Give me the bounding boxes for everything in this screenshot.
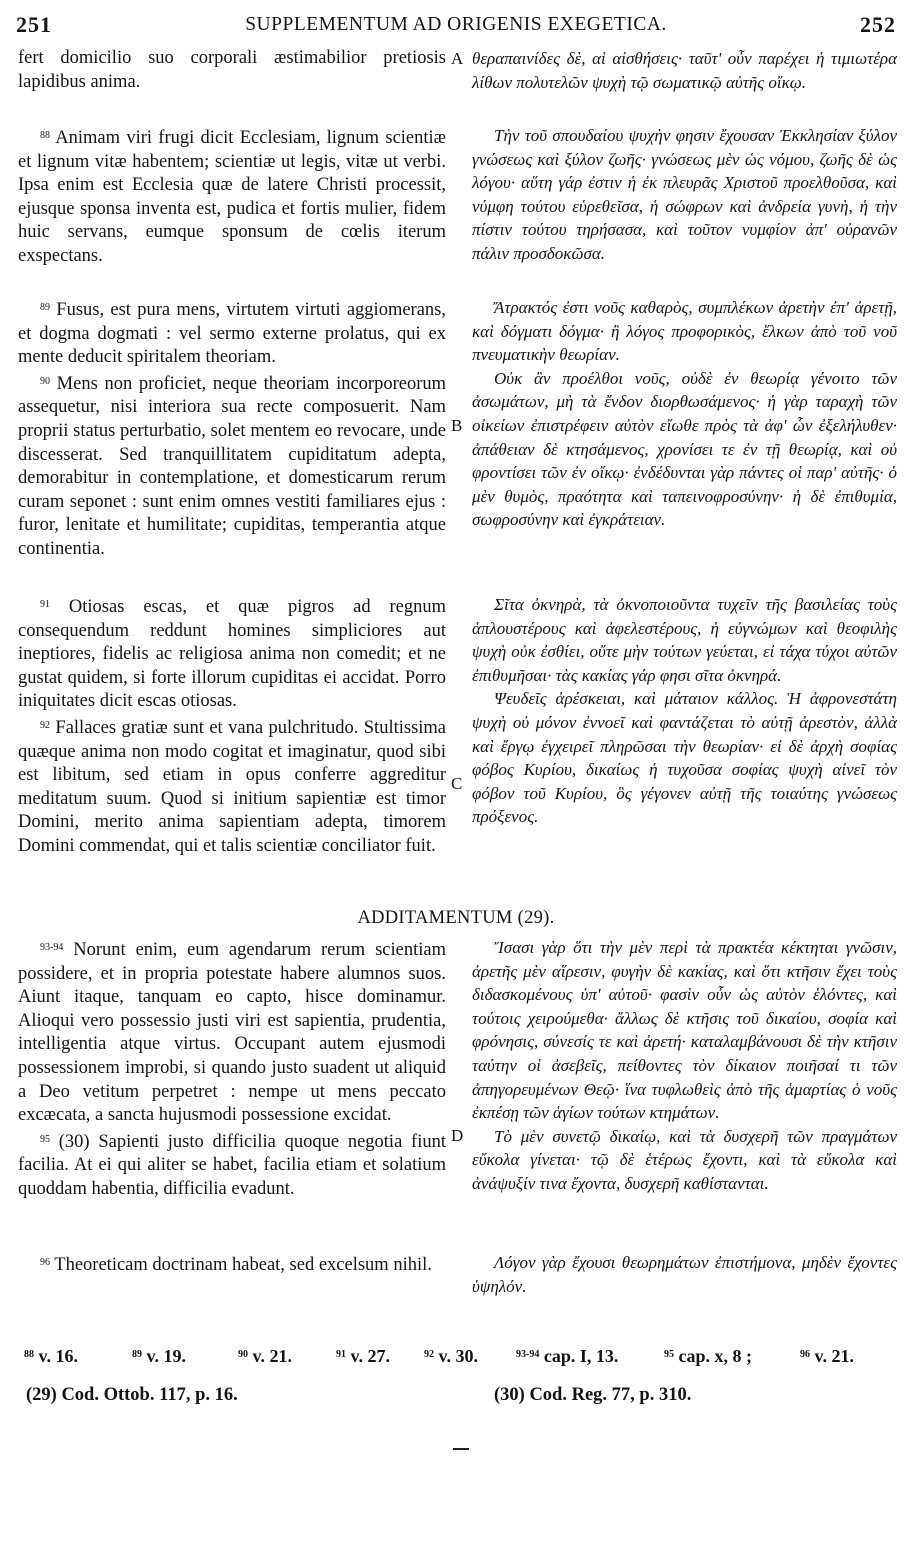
greek-column	[472, 296, 897, 532]
latin-paragraph: $^{89}$ Fusus, est pura mens, virtutem virtuti aggiomerans, et dogma dogmati : vel sermo externe prolatus, qui ex mente deducit spiritalem theoriam.	[18, 300, 446, 368]
latin-paragraph: $^{96}$ Theoreticam doctrinam habeat, sed excelsum nihil.	[40, 1255, 432, 1275]
latin-column	[18, 936, 446, 1202]
latin-paragraph: $^{92}$ Fallaces gratiæ sunt et vana pulchritudo. Stultissima quæque anima non modo cogitat et imaginatur, quod sibi est libitum, sed etiam in opus conferre aggreditur meditatum suum. Quod si initium sapientiæ est timor Domini, merito anima sapientiam adepta, timorem Domini commendat, qui et talis scientiæ conciliator fuit.	[18, 717, 447, 856]
end-rule	[453, 1448, 469, 1450]
codex-note-left: (29) Cod. Ottob. 117, p. 16.	[26, 1385, 238, 1405]
margin-letter: C	[451, 774, 463, 793]
latin-paragraph: $^{88}$ Animam viri frugi dicit Ecclesiam, lignum scientiæ et lignum vitæ habentem; scientiæ ut legis, vitæ ut verbi. Ipsa enim est Ecclesia quæ de latere Christi processit, ejusque sponsa inventa est, pudica et fortis mulier, fidem huic servans, eumque sponsum de cœlis iterum exspectans.	[18, 128, 446, 266]
additamentum-heading: ADDITAMENTUM (29).	[357, 908, 555, 928]
running-title: SUPPLEMENTUM AD ORIGENIS EXEGETICA.	[245, 14, 667, 35]
greek-column	[472, 593, 897, 829]
footnote-number: 90	[40, 375, 50, 387]
latin-column	[18, 47, 446, 94]
page-header	[16, 12, 896, 42]
reference-item: $^{91}$ v. 27.	[336, 1346, 391, 1366]
reference-item: $^{93-94}$ cap. I, 13.	[516, 1346, 619, 1366]
greek-column	[472, 1251, 897, 1298]
greek-column	[472, 124, 897, 266]
footnote-number: 95	[40, 1133, 50, 1145]
latin-column	[18, 593, 446, 859]
latin-column	[18, 1251, 446, 1278]
reference-item: $^{92}$ v. 30.	[424, 1346, 479, 1366]
latin-paragraph: $^{91}$ Otiosas escas, et quæ pigros ad regnum consequendum reddunt homines simpliciores aut ineptiores, fidelis ac religiosa anima non comedit; et ne gustat quidem, si forte illorum cupiditas ei accidat. Porro iniquitates dicit escas otiosas.	[18, 597, 446, 712]
greek-paragraph: θεραπαινίδες δὲ, αἱ αἰσθήσεις· ταῦτ' οὖν παρέχει ἡ τιμιωτέρα λίθων πολυτελῶν ψυχὴ τῷ σωματικῷ αὐτῆς οἴκῳ.	[472, 49, 897, 92]
greek-paragraph: Οὐκ ἂν προέλθοι νοῦς, οὐδὲ ἐν θεωρίᾳ γένοιτο τῶν ἀσωμάτων, μὴ τὰ ἔνδον διορθωσάμενος· ἡ γὰρ ταραχὴ τῶν οἰκείων ἐπιστρέφειν αὐτὸν εἴωθε πρὸς τὰ ἀφ' ὧν ἐξελήλυθεν· ἀπάθειαν δὲ κτησάμενος, χρονίσει τε ἐν τῇ θεωρίᾳ, καὶ οὐ φροντίσει τῶν ἐν οἴκῳ· ἐνδέδυνται γὰρ πάντες οἱ παρ' αὐτῆς· ὁ μὲν θυμὸς, πραότητα καὶ ταπεινοφροσύνην· ἡ δὲ ἐπιθυμία, σωφροσύνην καὶ ἐγκράτειαν.	[472, 368, 897, 530]
page-number-right: 252	[860, 12, 896, 37]
greek-paragraph: Τὴν τοῦ σπουδαίου ψυχὴν φησιν ἔχουσαν Ἐκκλησίαν ξύλον γνώσεως καὶ ξύλον ζωῆς· γνώσεως μὲν ὡς νόμου, ζωῆς δὲ ὡς λόγου· αὕτη γάρ ἐστιν ἡ ἐκ πλευρᾶς Χριστοῦ προελθοῦσα, καὶ νύμφη τούτου εὑρεθεῖσα, ἡ σώφρων καὶ ἀνδρεία γυνὴ, ἡ τὴν πίστιν τούτου τηρήσασα, καὶ τοῦτον νυμφίον ἀπ' οὐρανῶν πάλιν προσδοκῶσα.	[472, 126, 897, 263]
latin-column	[18, 124, 446, 269]
footnote-number: 93-94	[40, 942, 64, 953]
greek-paragraph: Ἴσασι γὰρ ὅτι τὴν μὲν περὶ τὰ πρακτέα κέκτηται γνῶσιν, ἀρετῆς μὲν αἵρεσιν, φυγὴν δὲ κακίας, καὶ ὅτι κτῆσιν ἔχει τοὺς διδασκομένους ὑπ' αὐτοῦ· φασὶν οὖν ὡς αὐτὸν ἑλόντες, καὶ τούτοις χειρούμεθα· ἄλλως δὲ κτῆσις τοῦ δικαίου, σοφία καὶ φρόνησις, σύνεσίς τε καὶ ἀρετή· καταλαμβάνουσι δὲ τὴν κτῆσιν ταύτην οἱ ἀσεβεῖς, πείθοντες τὸν δίκαιον ποιῆσαί τι τῶν ἀπηγορευμένων Θεῷ· ἵνα τυφλωθεὶς ἀπὸ τῆς ἁμαρτίας ὁ νοῦς ἐκπέσῃ τῶν ἁγίων τούτων κτημάτων.	[472, 938, 897, 1123]
latin-paragraph: $^{90}$ Mens non proficiet, neque theoriam incorporeorum assequetur, nisi interiora sua recte composuerit. Nam proprii status perturbatio, solet mentem eo revocare, unde discesserat. Sed tranquillitatem cupiditatum adepta, demorabitur in contemplatione, et domesticarum rerum curam seponet : sunt enim omnes vestiti familiares ejus : furor, lenitate et humilitate; cupiditas, temperantia atque continentia.	[18, 373, 446, 559]
greek-paragraph: Τὸ μὲν συνετῷ δικαίῳ, καὶ τὰ δυσχερῆ τῶν πραγμάτων εὔκολα γίνεται· τῷ δὲ ἑτέρως ἔχοντι, καὶ τὰ εὔκολα καὶ ἀνάψυξίν τινα ἔχοντα, δυσχερῆ καθίστανται.	[472, 1126, 897, 1193]
greek-paragraph: Ψευδεῖς ἀρέσκειαι, καὶ μάταιον κάλλος. Ἡ ἀφρονεστάτη ψυχὴ οὐ μόνον ἐννοεῖ καὶ φαντάζεται τὸ αὐτῇ ἀρεστὸν, ἀλλὰ καὶ ἔργῳ ἐγχειρεῖ πληρῶσαι τὴν θεωρίαν· εἰ δὲ ἀρχὴ σοφίας φόβος Κυρίου, δικαίως ἡ τυχοῦσα σοφίας ψυχὴ αἰνεῖ τὸν φόβον τοῦ Κυρίου, ὃς γέγονεν αὐτῇ τῆς τοιαύτης γνώσεως πρόξενος.	[472, 689, 897, 827]
greek-column	[472, 47, 897, 94]
greek-column	[472, 936, 897, 1196]
footnote-number: 96	[40, 1257, 50, 1268]
latin-paragraph: $^{95}$ (30) Sapienti justo difficilia quoque negotia fiunt facilia. At ei qui aliter se habet, facilia etiam et solatium quoddam habentia, difficilia evadunt.	[18, 1131, 446, 1199]
greek-paragraph: Σῖτα ὀκνηρὰ, τὰ ὀκνοποιοῦντα τυχεῖν τῆς βασιλείας τοὺς ἁπλουστέρους καὶ ἀφελεστέρους, ἡ εὐγνώμων καὶ θεοφιλὴς ψυχὴ οὐκ ἐσθίει, οὔτε μὴν τούτων γεύεται, εἰ τάχα τύχοι αὐτῶν ἐπιθυμῆσαι· τὰς κακίας γάρ φησι σῖτα ὀκνηρά.	[472, 595, 897, 685]
reference-item: $^{89}$ v. 19.	[132, 1346, 187, 1366]
footnote-number: 88	[40, 130, 50, 141]
codex-note-right: (30) Cod. Reg. 77, p. 310.	[494, 1385, 692, 1405]
reference-item: $^{90}$ v. 21.	[238, 1346, 293, 1366]
latin-paragraph: $^{93-94}$ Norunt enim, eum agendarum rerum scientiam possidere, et in propria potestate habere alumnos suos. Aiunt itaque, tanquam eo capto, hisce dominamur. Alioqui vero possessio justi viri est sapientia, prudentia, intelligentia atque virtus. Occupant autem ejusmodi possessionem improbi, si quando justo suadent ut aliquid a Deo vetitum perpetret : nempe ut mens peccato excæcata, a sancta hujusmodi possessione excidat.	[18, 940, 446, 1126]
greek-paragraph: Ἄτρακτός ἐστι νοῦς καθαρὸς, συμπλέκων ἀρετὴν ἐπ' ἀρετῇ, καὶ δόγματι δόγμα· ἢ λόγος προφορικὸς, ἕλκων ἀπὸ τοῦ νοῦ πνευματικὴν θεωρίαν.	[472, 298, 897, 365]
reference-item: $^{88}$ v. 16.	[24, 1346, 79, 1366]
footnote-number: 92	[40, 719, 50, 731]
reference-item: $^{96}$ v. 21.	[800, 1346, 855, 1366]
margin-letter: B	[451, 416, 463, 435]
latin-paragraph: fert domicilio suo corporali æstimabilior pretiosis lapidibus anima.	[18, 48, 446, 92]
margin-letter: D	[451, 1126, 464, 1145]
reference-item: $^{95}$ cap. x, 8 ;	[664, 1346, 752, 1366]
footnote-number: 91	[40, 599, 50, 610]
page-number-left: 251	[16, 12, 52, 37]
footnote-number: 89	[40, 302, 50, 313]
margin-letter: A	[451, 49, 464, 68]
greek-paragraph: Λόγον γὰρ ἔχουσι θεωρημάτων ἐπιστήμονα, μηδὲν ἔχοντες ὑψηλόν.	[472, 1253, 897, 1296]
latin-column	[18, 296, 446, 562]
